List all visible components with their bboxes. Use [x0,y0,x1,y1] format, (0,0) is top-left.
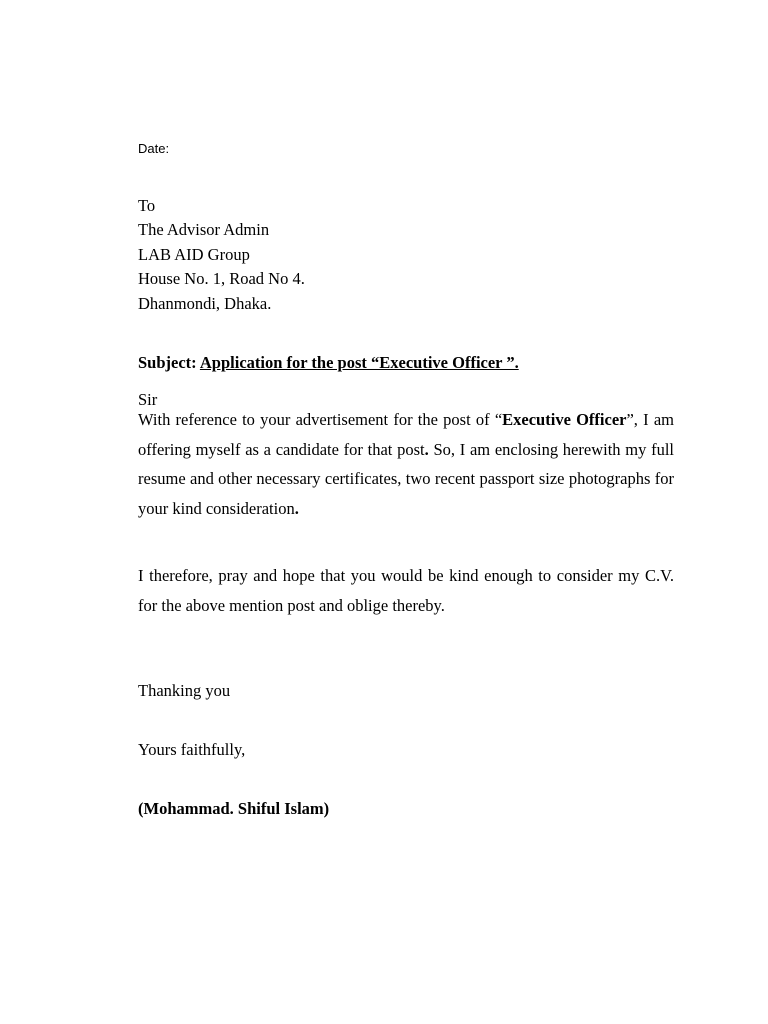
p1-text-start: With reference to your advertisement for the post of “ [138,410,503,429]
closing-line: Yours faithfully, [138,740,246,759]
subject-line [138,353,519,373]
subject-text: Application for the post “Executive Officer ”. [199,353,519,372]
body-paragraph-1 [138,405,674,523]
address-line-1: The Advisor Admin [138,220,270,240]
recipient-address [138,194,305,316]
p1-position-bold: Executive Officer [502,410,627,429]
address-line-2: LAB AID Group [138,244,250,264]
p1-text-end: So, I am enclosing herewith my full resume and other necessary certificates, two recent passport size photographs for your kind consideration [138,439,674,518]
subject-label: Subject: [138,353,197,372]
date-label: Date: [138,141,170,156]
thanks-line: Thanking you [138,681,231,700]
address-line-4: Dhanmondi, Dhaka. [138,293,272,313]
p1-text-middle: ”, I am offering myself as a candidate for that post [138,410,675,459]
p1-bold-period: . [424,439,429,459]
address-to: To [138,196,156,215]
p1-end-period: . [294,498,299,518]
body-paragraph-2: I therefore, pray and hope that you would be kind enough to consider my C.V. for the above mention post and oblige thereby. [138,566,674,615]
address-line-3: House No. 1, Road No 4. [138,269,305,289]
signature-name: (Mohammad. Shiful Islam) [138,799,330,818]
salutation: Sir [138,390,158,409]
